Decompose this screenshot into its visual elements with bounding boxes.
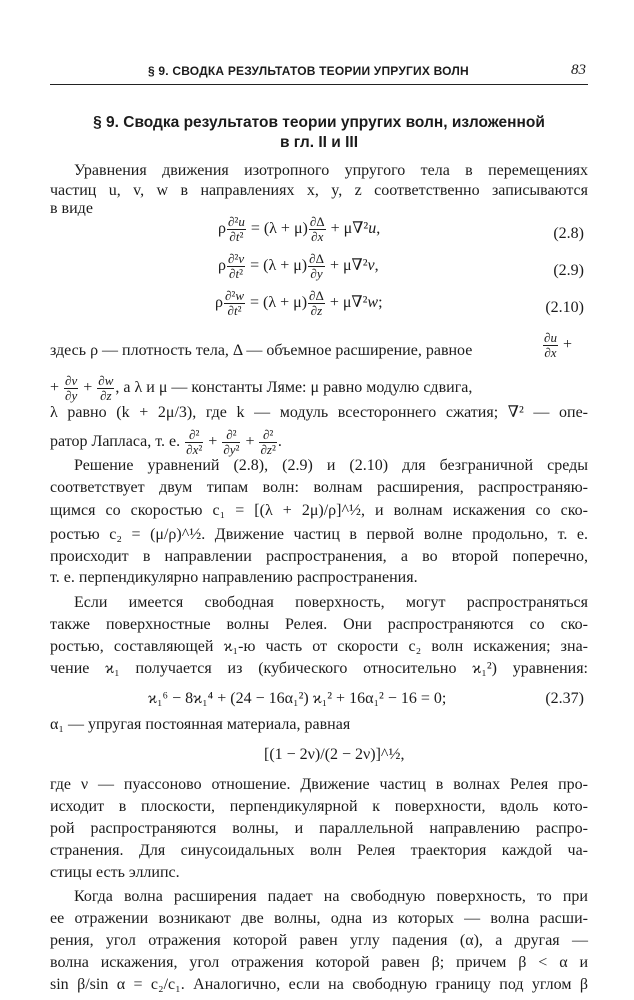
paragraph4-line: рой распространяются волны, и параллельной направлению распро- xyxy=(50,820,588,837)
paragraph5-line: ее отражении возникают две волны, одна из которых — волна расши- xyxy=(50,910,588,927)
running-header xyxy=(50,62,588,85)
alpha-definition: α₁ — упругая постоянная материала, равная xyxy=(50,716,351,733)
paragraph5-line: sin β/sin α = c₂/c₁. Аналогично, если на свободную границу под углом β xyxy=(50,976,588,993)
paragraph4-line: исходит в плоскости, перпендикулярной к поверхности, вдоль кото- xyxy=(50,798,588,815)
section-title-line2: в гл. II и III xyxy=(279,134,359,151)
paragraph1-line: ратор Лапласа, т. е. $\frac{\text{∂²}}{\text{∂x²}}$ + $\frac{\text{∂²}}{\text{∂y²}}$ + $\frac{\text{∂²}}{\text{∂z²}}$ . xyxy=(50,427,282,457)
paragraph2-line: т. е. перпендикулярно направлению распространения. xyxy=(50,569,418,586)
equation-2-9: ρ $\frac{\text{∂²v}}{\text{∂t²}}$ = (λ + μ) $\frac{\partial\Delta}{\partial y}$ + μ∇²v, (2.9) xyxy=(218,251,584,281)
paragraph3-line: чение ϰ₁ получается из (кубического относительно ϰ₁²) уравнения: xyxy=(50,660,588,677)
equation-2-8: ρ $\frac{\text{∂²u}}{\text{∂t²}}$ = (λ + μ) $\frac{\partial\Delta}{\partial x}$ + μ∇²u, (2.8) xyxy=(218,214,584,244)
alpha-formula: [(1 − 2ν)/(2 − 2ν)]^½, xyxy=(264,746,405,763)
section-title-line1: § 9. Сводка результатов теории упругих волн, изложенной xyxy=(93,114,545,131)
paragraph4-line: стицы есть эллипс. xyxy=(50,864,180,881)
paragraph1-line: здесь ρ — плотность тела, Δ — объемное расширение, равное $\frac{\partial u}{\partial x}$ + xyxy=(50,330,572,360)
paragraph2-line: ростью c₂ = (μ/ρ)^½. Движение частиц в первой волне продольно, т. е. xyxy=(50,526,588,543)
paragraph2-line: соответствует двум типам волн: волнам расширения, распространяю- xyxy=(50,479,588,496)
intro-line: частиц u, v, w в направлениях x, y, z соответственно записываются xyxy=(50,182,588,199)
paragraph2-line: Решение уравнений (2.8), (2.9) и (2.10) для безграничной среды xyxy=(74,457,588,474)
paragraph5-line: волна искажения, угол отражения которой равен β; причем β < α и xyxy=(50,954,588,971)
paragraph3-line: Если имеется свободная поверхность, могут распространяться xyxy=(74,594,588,611)
equation-number: (2.10) xyxy=(545,299,584,316)
paragraph5-line: рения, угол отражения которой равен углу падения (α), а другая — xyxy=(50,932,588,949)
intro-line: Уравнения движения изотропного упругого тела в перемещениях xyxy=(74,162,588,179)
paragraph5-line: Когда волна расширения падает на свободную поверхность, то при xyxy=(74,888,588,905)
equation-number: (2.9) xyxy=(553,262,584,279)
page-number: 83 xyxy=(571,62,586,78)
equation-2-10: ρ $\frac{\text{∂²w}}{\text{∂t²}}$ = (λ + μ) $\frac{\partial\Delta}{\partial z}$ + μ∇²w; (2.10) xyxy=(215,288,584,318)
paragraph4-line: где ν — пуассоново отношение. Движение частиц в волнах Релея про- xyxy=(50,776,588,793)
paragraph1-line: + $\frac{\partial v}{\partial y}$ + $\frac{\partial w}{\partial z}$ , а λ и μ — константы Ляме: μ равно модулю сдвига, xyxy=(50,373,473,403)
equation-number: (2.8) xyxy=(553,225,584,242)
running-title: § 9. СВОДКА РЕЗУЛЬТАТОВ ТЕОРИИ УПРУГИХ ВОЛН xyxy=(148,64,469,78)
paragraph2-line: происходит в направлении распространения, а во второй поперечно, xyxy=(50,548,588,565)
equation-2-37: ϰ₁⁶ − 8ϰ₁⁴ + (24 − 16α₁²) ϰ₁² + 16α₁² − 16 = 0; (2.37) xyxy=(148,690,584,707)
intro-line: в виде xyxy=(50,200,93,217)
paragraph1-line: λ равно (k + 2μ/3), где k — модуль всестороннего сжатия; ∇² — опе- xyxy=(50,404,588,421)
paragraph3-line: ростью, составляющей ϰ₁-ю часть от скорости c₂ волн искажения; зна- xyxy=(50,638,588,655)
equation-number: (2.37) xyxy=(545,690,584,707)
paragraph2-line: щимся со скоростью c₁ = [(λ + 2μ)/ρ]^½, и волнам искажения со ско- xyxy=(50,502,588,519)
paragraph4-line: странения. Для синусоидальных волн Релея траектория каждой ча- xyxy=(50,842,588,859)
paragraph3-line: также поверхностные волны Релея. Они распространяются со ско- xyxy=(50,616,588,633)
